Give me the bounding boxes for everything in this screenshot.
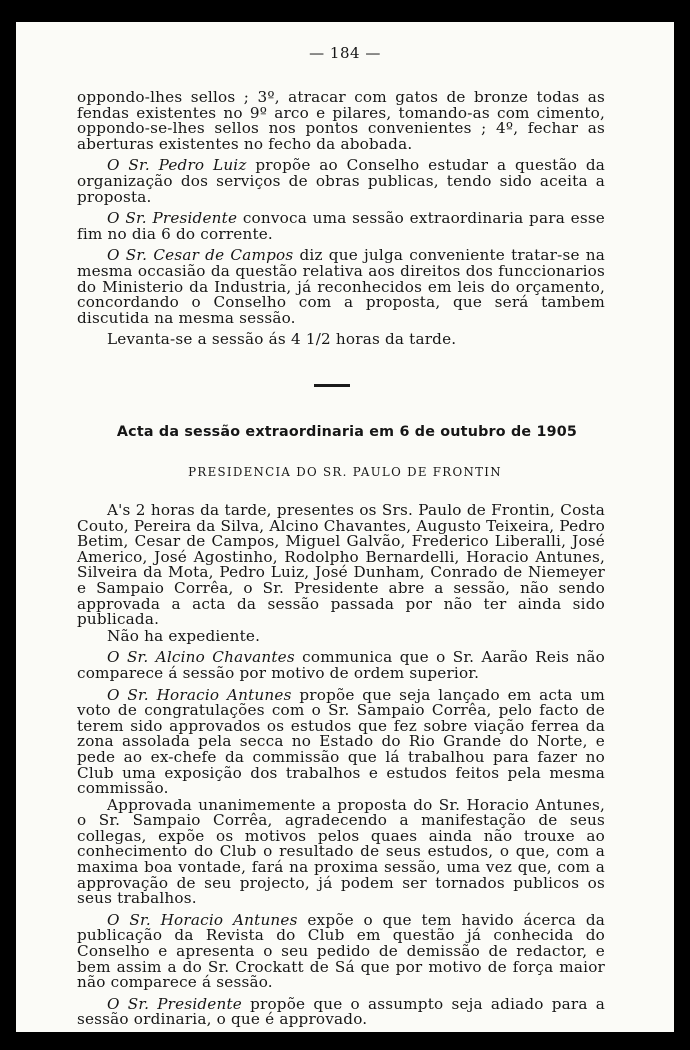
paragraph-text: expõe o que tem havido ácerca da publicação da Revista do Club em questão já conhecida do Conselho e apresenta o seu pedido de demissão de redactor, e bem assim a do Sr. Crockatt de Sá que por motivo de força maior não comparece á sessão. [77, 910, 605, 992]
paragraph [77, 910, 605, 992]
paragraph [77, 248, 605, 326]
paragraph [77, 650, 605, 681]
speaker-name: O Sr. Presidente [107, 209, 238, 228]
presidency-line: PRESIDENCIA DO SR. PAULO DE FRONTIN [188, 465, 502, 479]
document-page [16, 22, 674, 1032]
paragraph-text: propõe que o assumpto seja adiado para a sessão ordinaria, o que é approvado. [77, 994, 605, 1029]
paragraph: oppondo-lhes sellos ; 3º, atracar com gatos de bronze todas as fendas existentes no 9º arco e pilares, tomando-as com cimento, oppondo-se-lhes sellos nos pontos convenientes ; 4º, fechar as aberturas existentes no fecho da abobada. [77, 88, 605, 153]
speaker-name: O Sr. Presidente [107, 994, 242, 1013]
paragraph [77, 685, 605, 798]
paragraph: Approvada unanimemente a proposta do Sr. Horacio Antunes, o Sr. Sampaio Corrêa, agradecendo a manifestação de seus collegas, expõe os motivos pelos quaes ainda não trouxe ao conhecimento do Club o resultado de seus estudos, o que, com a maxima boa vontade, fará na proxima sessão, uma vez que, com a approvação de seu projecto, já podem ser tornados publicos os seus trabalhos. [77, 795, 605, 908]
speaker-name: O Sr. Alcino Chavantes [107, 648, 295, 667]
paragraph: Não ha expediente. [107, 626, 261, 645]
paragraph [77, 158, 605, 205]
minutes-continuation [77, 90, 605, 354]
session-minutes [77, 503, 605, 1032]
speaker-name: O Sr. Cesar de Campos [107, 246, 294, 265]
section-divider [314, 384, 350, 387]
section-heading: Acta da sessão extraordinaria em 6 de outubro de 1905 [116, 424, 578, 440]
paragraph-text: propõe ao Conselho estudar a questão da organização dos serviços de obras publicas, tendo sido aceita a proposta. [77, 156, 605, 206]
speaker-name: O Sr. Pedro Luiz [107, 156, 247, 175]
speaker-name: O Sr. Horacio Antunes [107, 685, 292, 704]
paragraph: A's 2 horas da tarde, presentes os Srs. Paulo de Frontin, Costa Couto, Pereira da Silva, Alcino Chavantes, Augusto Teixeira, Pedro Betim, Cesar de Campos, Miguel Galvão, Frederico Liberalli, José Americo, José Agostinho, Rodolpho Bernardelli, Horacio Antunes, Silveira da Mota, Pedro Luiz, José Dunham, Conrado de Niemeyer e Sampaio Corrêa, o Sr. Presidente abre a sessão, não sendo approvada a acta da sessão passada por não ter ainda sido publicada. [77, 501, 605, 629]
page-number: — 184 — [309, 44, 381, 62]
paragraph [77, 994, 605, 1029]
paragraph-text: communica que o Sr. Aarão Reis não comparece á sessão por motivo de ordem superior. [77, 648, 606, 682]
paragraph-text: convoca uma sessão extraordinaria para esse fim no dia 6 do corrente. [77, 209, 605, 243]
paragraph-text: propõe que seja lançado em acta um voto de congratulações com o Sr. Sampaio Corrêa, pelo facto de terem sido approvados os estudos que fez sobre viação ferrea da zona assolada pela secca no Estado do Rio Grande do Norte, e pede ao ex-chefe da commissão que lá trabalhou para fazer no Club uma exposição dos trabalhos e estudos feitos pela mesma commissão. [77, 685, 605, 798]
speaker-name: O Sr. Horacio Antunes [107, 910, 298, 929]
paragraph [77, 211, 605, 242]
paragraph: Levanta-se a sessão ás 4 1/2 horas da tarde. [107, 330, 457, 349]
paragraph-text: diz que julga conveniente tratar-se na mesma occasião da questão relativa aos direitos dos funccionarios do Ministerio da Industria, já reconhecidos em leis do orçamento, concordando o Conselho com a proposta, que será tambem discutida na mesma sessão. [77, 246, 606, 327]
